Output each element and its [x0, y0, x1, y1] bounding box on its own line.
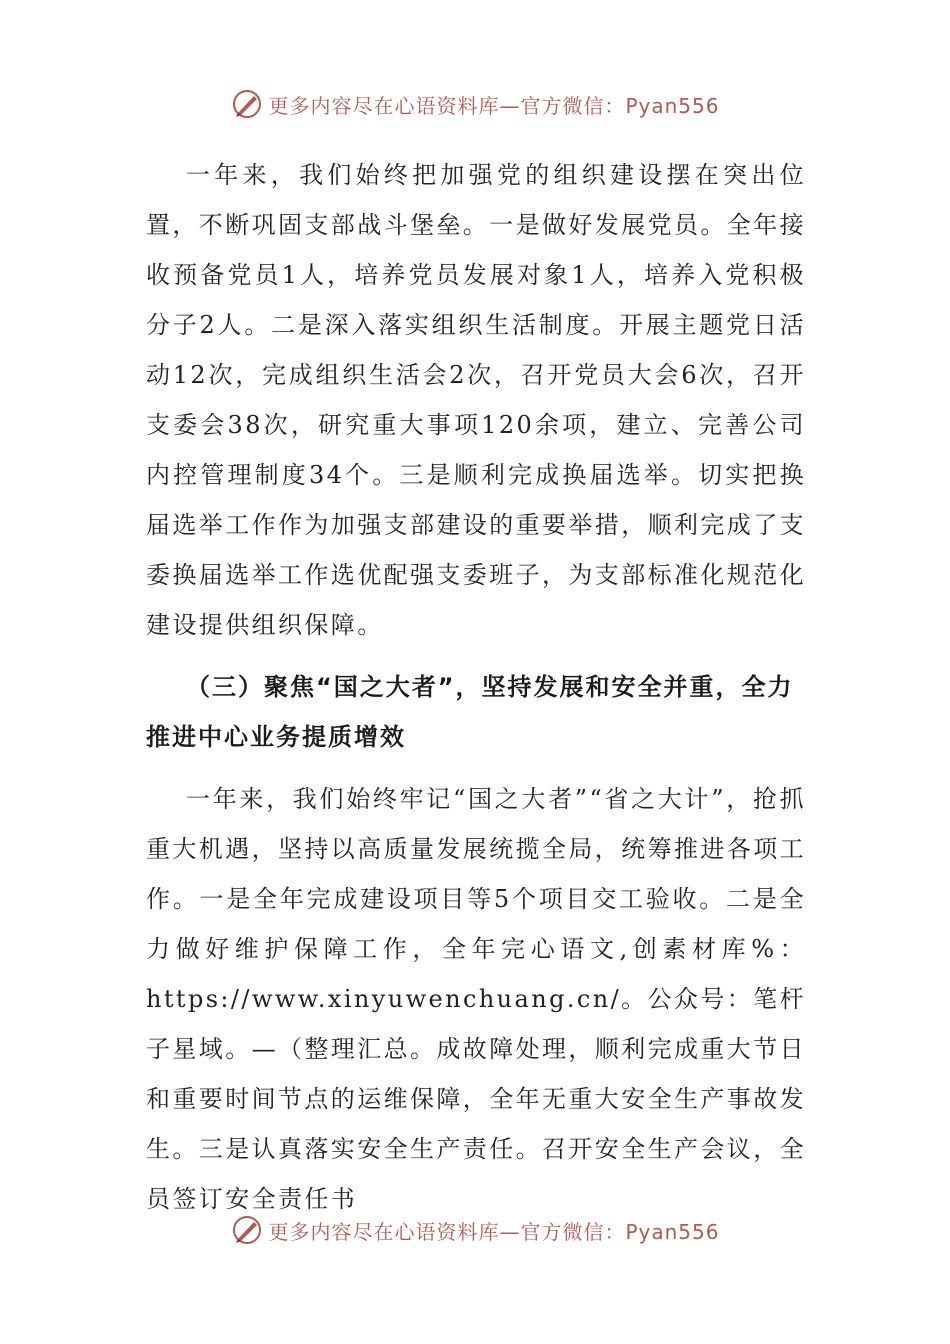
footer-banner — [0, 1210, 950, 1250]
pen-logo-icon — [230, 1213, 264, 1247]
section-heading-3: （三）聚焦“国之大者”，坚持发展和安全并重，全力推进中心业务提质增效 — [146, 673, 794, 751]
paragraph-business: 一年来，我们始终牢记“国之大者”“省之大计”，抢抓重大机遇，坚持以高质量发展统揽全局，统筹推进各项工作。一是全年完成建设项目等5个项目交工验收。二是全力做好维护保障工作，全年完心语文,创素材库%：https://www.xinyuwenchuang.cn/。公众号：笔杆子星域。—（整理汇总。成故障处理，顺利完成重大节日和重要时间节点的运维保障，全年无重大安全生产事故发生。三是认真落实安全生产责任。召开安全生产会议，全员签订安全责任书 — [146, 785, 806, 1213]
footer-banner-text: 更多内容尽在心语资料库—官方微信：Pyan556 — [268, 1219, 720, 1244]
header-banner-text: 更多内容尽在心语资料库—官方微信：Pyan556 — [268, 93, 720, 118]
header-banner — [0, 84, 950, 124]
paragraph-organization: 一年来，我们始终把加强党的组织建设摆在突出位置，不断巩固支部战斗堡垒。一是做好发展党员。全年接收预备党员1人，培养党员发展对象1人，培养入党积极分子2人。二是深入落实组织生活制度。开展主题党日活动12次，完成组织生活会2次，召开党员大会6次，召开支委会38次，研究重大事项120余项，建立、完善公司内控管理制度34个。三是顺利完成换届选举。切实把换届选举工作作为加强支部建设的重要举措，顺利完成了支委换届选举工作选优配强支委班子，为支部标准化规范化建设提供组织保障。 — [146, 161, 806, 639]
document-body — [146, 150, 806, 1224]
pen-logo-icon — [230, 87, 264, 121]
